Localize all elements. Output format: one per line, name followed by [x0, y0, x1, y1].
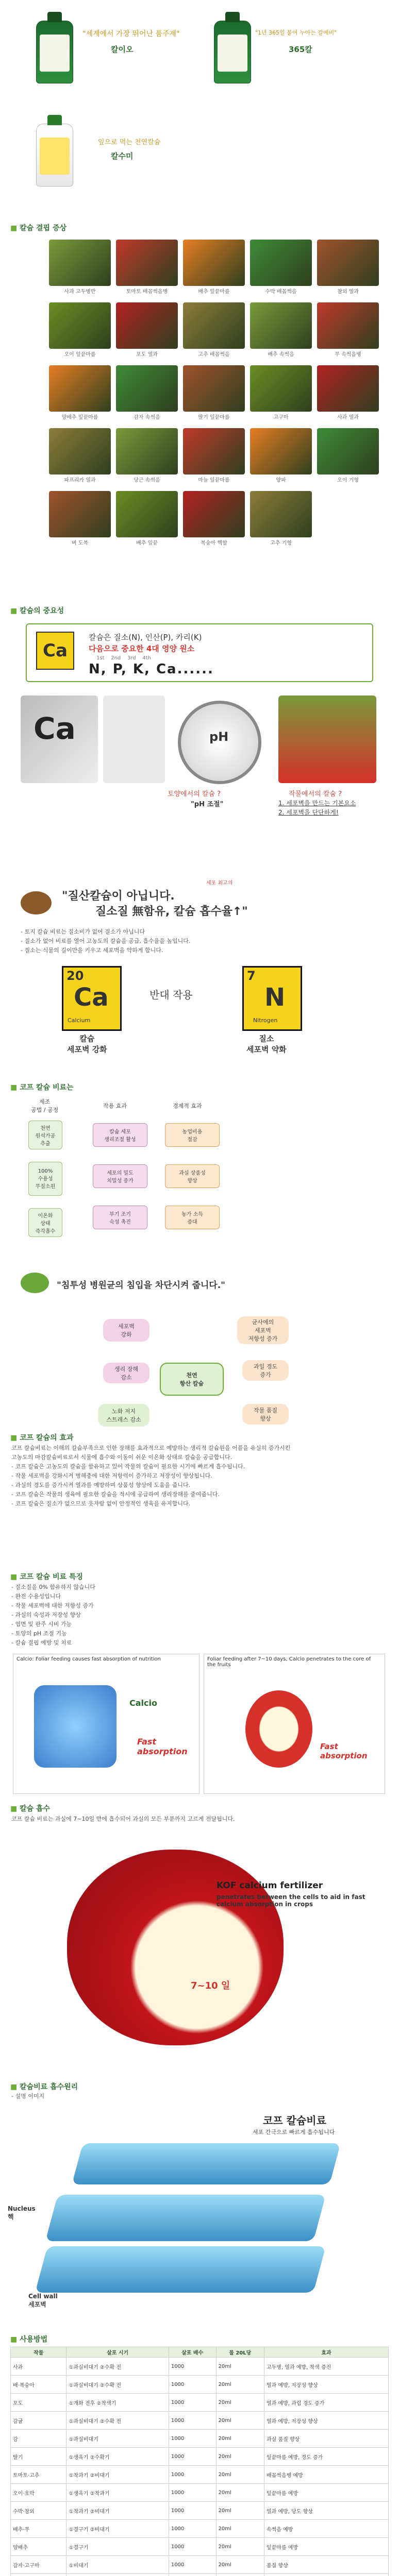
apple-cross-section: [245, 1690, 312, 1768]
section-usage: [0, 2334, 399, 2576]
table-cell: [66, 2574, 169, 2576]
n-effect: 질소 세포벽 약화: [246, 1034, 287, 1054]
symptom-caption: 오이 기형: [337, 478, 359, 483]
table-cell: 1000: [169, 2466, 216, 2484]
symptom-photo: [317, 302, 379, 349]
table-header-cell: 물 20L당: [216, 2347, 264, 2358]
table-cell: 20ml: [216, 2430, 264, 2448]
importance-line2: 다음으로 중요한 4대 영양 원소: [89, 644, 195, 653]
symptom-caption: 배추 잎끝마름: [198, 289, 230, 295]
symptom-photo: [116, 365, 178, 412]
section-title: ■ 사용방법: [10, 2334, 47, 2344]
product-name: 365칼: [289, 45, 312, 54]
rank-labels: 1st 2nd 3rd 4th: [96, 655, 151, 661]
table-cell: 20ml: [216, 2376, 264, 2394]
symptom-photo: [183, 491, 245, 537]
table-cell: 1000: [169, 2430, 216, 2448]
table-cell: ①착과기 ②비대기: [66, 2502, 169, 2520]
crop-calcium-point2: 2. 세포벽을 단단하게!: [278, 809, 339, 816]
table-cell: ①과실비대기 ②수확 전: [66, 2376, 169, 2394]
crop-calcium-label: 작물에서의 칼슘 ?: [289, 790, 342, 798]
table-cell: ①비대기: [66, 2556, 169, 2574]
table-cell: 감귤: [11, 2412, 66, 2430]
col-header-process: 제조 공법 / 공정: [31, 1098, 59, 1113]
table-cell: 1000: [169, 2412, 216, 2430]
section-title: ■ 칼슘의 중요성: [10, 605, 64, 616]
table-cell: 감자·고구마: [11, 2556, 66, 2574]
symptom-caption: 고구마: [273, 415, 289, 420]
symptom-photo: [49, 491, 111, 537]
ca-element-card: 20 Ca Calcium: [62, 966, 122, 1031]
symptom-caption: 양파: [276, 478, 286, 483]
symptom-photo: [116, 240, 178, 286]
kof-subtitle: penetrates between the cells to aid in fast calcium absorption in crops: [217, 1893, 365, 1908]
table-cell: 1000: [169, 2484, 216, 2502]
table-cell: 양배추: [11, 2538, 66, 2556]
table-cell: 감: [11, 2430, 66, 2448]
table-cell: 잎끝마름 예방: [264, 2484, 388, 2502]
pathogen-banner: "침투성 병원균의 침입을 차단시켜 줍니다.": [57, 1280, 226, 1291]
cellwall-label: Cell wall 세포벽: [28, 2293, 58, 2308]
days-label: 7~10 일: [191, 1980, 230, 1991]
nucleus-label: Nucleus 핵: [8, 2205, 36, 2221]
flow-mid-1: 칼슘 세포 생리조절 활성: [93, 1123, 147, 1147]
table-cell: 1000: [169, 2376, 216, 2394]
flow-right-2: 과실 상품성 향상: [165, 1164, 220, 1188]
symptom-caption: 배추 속썩음: [268, 352, 294, 358]
table-cell: 수박·참외: [11, 2502, 66, 2520]
symptom-photo: [116, 302, 178, 349]
table-header-cell: 살포 시기: [66, 2347, 169, 2358]
symptom-caption: 무 속썩음병: [335, 352, 361, 358]
symptom-photo: [49, 428, 111, 474]
table-cell: 20ml: [216, 2448, 264, 2466]
section-title: ■ 코프 칼슘의 효과: [10, 1432, 74, 1443]
banner-note: 세포 최고의: [206, 880, 233, 886]
table-cell: ①개화 전후 ②착색기: [66, 2394, 169, 2412]
table-cell: 1000: [169, 2502, 216, 2520]
kof-title: KOF calcium fertilizer: [217, 1880, 323, 1891]
table-cell: 잎끝마름 예방, 경도 증가: [264, 2448, 388, 2466]
section-title: ■ 코프 칼슘 비료는: [10, 1082, 74, 1092]
table-cell: ①과실비대기: [66, 2430, 169, 2448]
figure-fruit-penetration: Foliar feeding after 7~10 days, Calcio penetrates to the core of the fruits Fast absorption: [204, 1654, 385, 1794]
opposite-label: 반대 작용: [149, 989, 193, 1001]
table-cell: 20ml: [216, 2412, 264, 2430]
brand-title: 코프 칼슘비료: [263, 2114, 326, 2127]
product-tag: 잎으로 먹는 천연칼슘: [98, 139, 161, 146]
table-cell: 열과 예방, 저장성 향상: [264, 2376, 388, 2394]
table-cell: 토마토·고추: [11, 2466, 66, 2484]
table-row: [11, 2412, 389, 2430]
banner-bullets: - 토지 칼슘 비료는 질소비가 없어 질소가 아닙니다 - 질소가 없어 비료를 열어 고농도의 칼슘을 공급, 흡수율을 높입니다. - 질소는 식물의 길이만을 키우고 세포벽을 약하게 합니다.: [21, 928, 191, 954]
symptom-photo: [317, 240, 379, 286]
section-absorption: [0, 1803, 399, 2092]
symptom-caption: 배추 잎끝: [136, 540, 158, 546]
symptom-caption: 딸기 잎끝마름: [198, 415, 230, 420]
table-row: [11, 2520, 389, 2538]
node-6: 생리 장해 감소: [103, 1363, 149, 1383]
table-cell: 1000: [169, 2520, 216, 2538]
section-principle: [0, 2081, 399, 2329]
table-cell: 과실 품질 향상: [264, 2430, 388, 2448]
symptom-caption: 벼 도복: [71, 540, 89, 546]
flow-right-3: 농가 소득 증대: [165, 1206, 220, 1229]
symptom-photo: [49, 302, 111, 349]
table-cell: 배·복숭아: [11, 2376, 66, 2394]
symptom-photo: [250, 302, 312, 349]
symptom-photo: [317, 365, 379, 412]
symptom-caption: 마늘 잎끝마름: [198, 478, 230, 483]
products-header: [0, 0, 399, 216]
table-cell: ①결구기 ②비대기: [66, 2520, 169, 2538]
table-cell: [169, 2574, 216, 2576]
table-cell: ①생육기 ②수확기: [66, 2448, 169, 2466]
symptom-photo: [116, 428, 178, 474]
flow-mid-2: 세포의 밀도 치밀성 증가: [93, 1164, 147, 1188]
symptom-caption: 사과 고두병반: [64, 289, 96, 295]
product-name: 칼이오: [111, 45, 134, 54]
symptom-caption: 포도 열과: [136, 352, 158, 358]
symptom-caption: 사과 열과: [337, 415, 359, 420]
ca-element-image: Ca: [21, 696, 98, 783]
table-cell: 열과 예방, 당도 향상: [264, 2502, 388, 2520]
table-row: [11, 2538, 389, 2556]
symptom-photo: [183, 240, 245, 286]
node-5: 노화 저지 스트레스 감소: [98, 1404, 149, 1427]
table-cell: 20ml: [216, 2484, 264, 2502]
symptom-caption: 고추 기형: [270, 540, 292, 546]
table-cell: 열과 예방, 과립 경도 증가: [264, 2394, 388, 2412]
table-cell: 포도: [11, 2394, 66, 2412]
flow-left-2: 100% 수용성 무질소원: [28, 1162, 62, 1196]
effects-text: 코프 칼슘비료는 이해의 칼슘부족으로 인한 장해를 효과적으로 예방하는 생리적 칼슘원을 어플을 유실히 증가시킨 고농도의 마감칼슘비료로서 식물에 흡수와 이동이 쉬운 이온화 상태로 칼슘을 공급합니다. - 코프 칼슘은 고농도의 칼슘을 함유하고 있어 작물의 칼슘이 필요한 시기에 빠르게 흡수됩니다. - 작물 세포벽을 강화시켜 병해충에 대한 저항력이 증가하고 저장성이 향상됩니다. - 과실의 경도를 증가시켜 열과를 예방하며 상품성 향상에 도움을 줍니다. - 코프 칼슘은 작물의 생육에 필요한 칼슘을 적시에 공급하여 생리장해를 줄여줍니다. - 코프 칼슘은 질소가 없으므로 웃자람 없이 안정적인 생육을 유지합니다.: [11, 1445, 291, 1507]
symptom-photo: [183, 365, 245, 412]
center-node: 천연 항산 칼슘: [160, 1363, 224, 1396]
symptom-caption: 고추 배꼽썩음: [198, 352, 230, 358]
symptom-caption: 토마토 배꼽썩음병: [126, 289, 168, 295]
symptom-photo: [250, 365, 312, 412]
section-features: [0, 1571, 399, 1819]
symptom-photo: [317, 428, 379, 474]
symptom-caption: 당근 속썩음: [134, 478, 160, 483]
table-cell: 20ml: [216, 2556, 264, 2574]
cell-diagram: [34, 1685, 117, 1768]
node-4: 작물 품질 향상: [242, 1404, 289, 1425]
table-row: [11, 2502, 389, 2520]
table-cell: 속썩음 예방: [264, 2520, 388, 2538]
crop-calcium-point1: 1. 세포벽을 만드는 기본요소: [278, 800, 356, 807]
table-cell: 잎끝마름 예방: [264, 2538, 388, 2556]
symptom-photo: [116, 491, 178, 537]
ph-label: "pH 조절": [191, 801, 224, 808]
symptom-caption: 파프리카 열과: [64, 478, 96, 483]
product-name: 칼수미: [111, 151, 134, 161]
table-cell: 열과 예방, 저장성 향상: [264, 2412, 388, 2430]
product-bottle-calsumi: [36, 124, 73, 187]
section-title: ■ 칼슘비료 흡수원리: [10, 2081, 78, 2092]
n-element-card: 7 N Nitrogen: [242, 966, 302, 1031]
table-cell: 1000: [169, 2538, 216, 2556]
table-cell: 20ml: [216, 2520, 264, 2538]
table-cell: 오이·호박: [11, 2484, 66, 2502]
symptom-photo: [183, 428, 245, 474]
table-cell: 20ml: [216, 2502, 264, 2520]
table-header-cell: 작물: [11, 2347, 66, 2358]
product-tag: "세계에서 가장 뛰어난 품주제": [82, 30, 180, 38]
table-cell: 1000: [169, 2358, 216, 2376]
section-deficiency: [0, 216, 399, 598]
table-cell: 20ml: [216, 2394, 264, 2412]
symptom-photo: [183, 302, 245, 349]
table-cell: 사과: [11, 2358, 66, 2376]
symptom-caption: 감자 속썩음: [134, 415, 160, 420]
features-list: - 질소질을 0% 함유하지 않습니다 - 완전 수용성입니다 - 작물 세포벽에 대한 저항성 증가 - 과실의 숙성과 저장성 향상 - 엽면 및 관주 시비 가능 - 토양의 pH 조절 기능 - 칼슘 결핍 예방 및 치료: [11, 1584, 95, 1646]
flow-left-1: 천연 원석가공 추출: [28, 1121, 62, 1149]
brand-sub: 세포 간극으로 빠르게 흡수됩니다: [253, 2129, 335, 2136]
section-title: ■ 코프 칼슘 비료 특징: [10, 1571, 83, 1582]
product-bottle-365: [214, 21, 251, 83]
figure-foliar-absorption: Calcio: Foliar feeding causes fast absorption of nutrition Calcio Fast absorption: [13, 1654, 200, 1794]
table-cell: 배꼽썩음병 예방: [264, 2466, 388, 2484]
table-row: [11, 2448, 389, 2466]
symptom-photo: [250, 428, 312, 474]
section-importance: [0, 603, 399, 891]
leaf-icon: [21, 1273, 49, 1293]
table-cell: ①결구기: [66, 2538, 169, 2556]
table-cell: 20ml: [216, 2358, 264, 2376]
importance-line1: 칼슘은 질소(N), 인산(P), 카리(K): [89, 633, 202, 642]
banner-line1: "질산칼슘이 아닙니다.: [62, 890, 175, 903]
flow-right-1: 농업비용 절감: [165, 1123, 220, 1147]
flow-left-3: 이온화 상태 즉각흡수: [28, 1208, 62, 1237]
table-row: [11, 2556, 389, 2574]
cell-layer-3: [35, 2246, 326, 2293]
table-cell: 품질 향상: [264, 2556, 388, 2574]
table-cell: 1000: [169, 2556, 216, 2574]
table-cell: ①과실비대기 ②수확 전: [66, 2358, 169, 2376]
table-cell: 1000: [169, 2448, 216, 2466]
fertilizer-pile-image: [21, 891, 52, 914]
symptom-photo: [250, 240, 312, 286]
symptom-caption: 복숭아 핵할: [201, 540, 227, 546]
crop-basket-image: [278, 696, 376, 783]
table-cell: 고두병, 열과 예방, 착색 증진: [264, 2358, 388, 2376]
col-header-econ: 경제적 효과: [173, 1103, 202, 1109]
symptom-caption: 양배추 잎끝마름: [61, 415, 98, 420]
table-cell: 배추·무: [11, 2520, 66, 2538]
symptom-photo: [49, 365, 111, 412]
table-cell: ①착과기 ②비대기: [66, 2466, 169, 2484]
table-cell: [11, 2574, 66, 2576]
mineral-image: [103, 696, 165, 783]
absorption-text: 코프 칼슘 비료는 과실에 7~10일 만에 흡수되어 과실의 모든 부분까지 고르게 전달됩니다.: [11, 1816, 235, 1822]
col-header-effect: 작용 효과: [103, 1103, 127, 1109]
table-row: [11, 2358, 389, 2376]
section-title: ■ 칼슘 결핍 증상: [10, 223, 66, 233]
ph-meter-image: pH: [178, 701, 261, 784]
soil-calcium-label: 토양에서의 칼슘 ?: [168, 790, 221, 798]
table-cell: [216, 2574, 264, 2576]
table-cell: ①과실비대기 ②수확 전: [66, 2412, 169, 2430]
node-1: 세포벽 강화: [103, 1319, 149, 1342]
usage-table: [10, 2347, 389, 2576]
table-row: [11, 2574, 389, 2576]
table-cell: 20ml: [216, 2466, 264, 2484]
principle-sub: - 설명 이미지: [11, 2093, 45, 2099]
table-row: [11, 2484, 389, 2502]
cell-layer-2: [45, 2195, 326, 2241]
table-header-cell: 살포 배수: [169, 2347, 216, 2358]
apple-image: [67, 1850, 284, 2045]
table-cell: 1000: [169, 2394, 216, 2412]
table-body: [11, 2358, 389, 2576]
ca-symbol-tile: Ca: [36, 632, 74, 670]
table-cell: [264, 2574, 388, 2576]
table-cell: 딸기: [11, 2448, 66, 2466]
banner-line2: 질소질 無함유, 칼슘 흡수율↑": [95, 905, 248, 918]
symptom-caption: 참외 열과: [337, 289, 359, 295]
section-title: ■ 칼슘 흡수: [10, 1803, 50, 1814]
symptom-photo: [49, 240, 111, 286]
symptom-caption: 수박 배꼽썩음: [265, 289, 297, 295]
table-header-row: [11, 2347, 389, 2358]
product-bottle-calio: [36, 21, 73, 83]
table-row: [11, 2430, 389, 2448]
table-header-cell: 효과: [264, 2347, 388, 2358]
importance-box: [26, 623, 373, 682]
ca-effect: 칼슘 세포벽 강화: [67, 1034, 107, 1054]
node-3: 과일 경도 증가: [242, 1360, 289, 1381]
table-row: [11, 2466, 389, 2484]
cell-layer-1: [72, 2143, 340, 2184]
table-row: [11, 2376, 389, 2394]
symptom-photo: [250, 491, 312, 537]
table-cell: ①생육기 ②착과기: [66, 2484, 169, 2502]
symptom-caption: 오이 잎끝마름: [64, 352, 96, 358]
table-row: [11, 2394, 389, 2412]
node-2: 균사에의 세포벽 저항성 증가: [237, 1316, 289, 1344]
element-sequence: N, P, K, Ca......: [89, 662, 214, 677]
product-tag: "1년 365일 붙여 누아는 칼예비": [255, 29, 337, 36]
table-cell: 20ml: [216, 2538, 264, 2556]
flow-mid-3: 부기 조기 숙성 촉진: [93, 1206, 147, 1229]
